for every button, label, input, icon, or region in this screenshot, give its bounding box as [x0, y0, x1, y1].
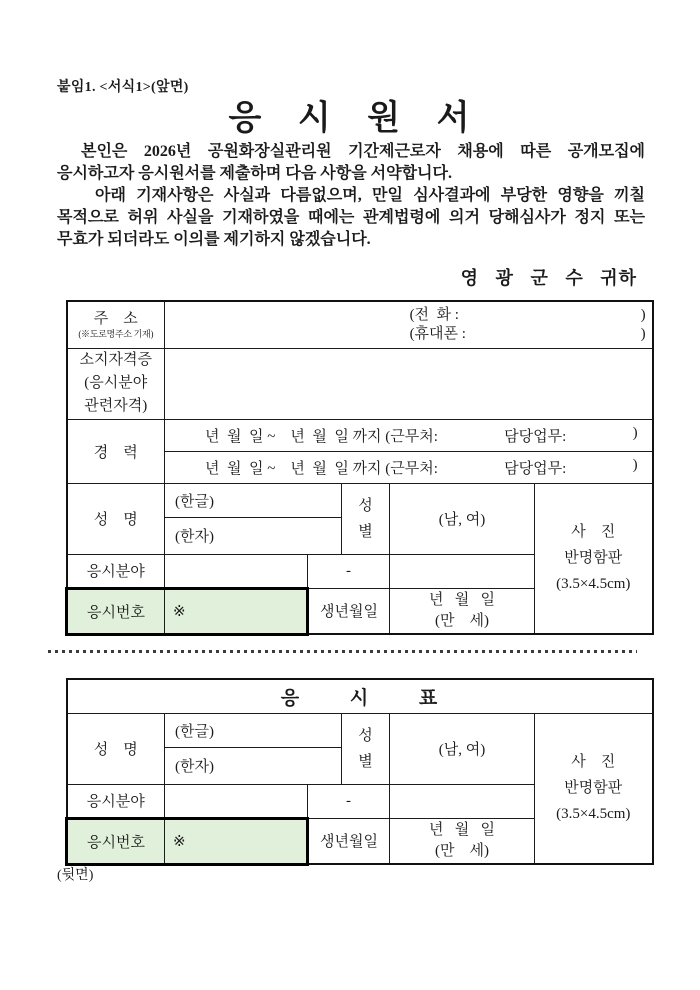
gender-value-cell [390, 483, 535, 554]
gender-char-2: 별 [358, 523, 373, 540]
license-label-line1: 소지자격증 [79, 352, 152, 368]
slip-name-hanja-cell [165, 747, 342, 784]
slip-number-label-cell [67, 818, 165, 864]
slip-category-dash-cell [308, 784, 390, 818]
oath-paragraph-2: 아래 기재사항은 사실과 다름없으며, 만일 심사결과에 부당한 영향을 끼칠 목적으로 허위 사실을 기재하였을 때에는 관계법령에 의거 당해심사가 정지 또는 무효가 되더라도 이의를 제기하지 않겠습니다. [57, 187, 645, 248]
number-mark: ※ [173, 603, 186, 620]
slip-number-mark: ※ [173, 833, 186, 850]
mobile-row [410, 325, 646, 344]
slip-number-input-cell [165, 818, 308, 864]
license-label-cell [67, 348, 165, 419]
name-hanja-label: (한자) [175, 529, 214, 545]
career-line-2 [165, 457, 652, 478]
slip-category-input-cell [165, 784, 308, 818]
form-title: 응 시 원 서 [228, 100, 472, 137]
slip-name-label: 성 명 [93, 742, 138, 758]
slip-number-label: 응시번호 [87, 834, 145, 851]
career-line-1 [165, 425, 652, 446]
exam-slip-title-cell [67, 679, 653, 713]
slip-photo-box-cell [535, 713, 653, 864]
birth-label-cell [308, 588, 390, 634]
birth-line-2: (만 세) [435, 612, 489, 629]
slip-birth-label-cell [308, 818, 390, 864]
category-dash-cell [308, 554, 390, 588]
cut-line [48, 650, 637, 653]
oath-paragraph-1: 본인은 2026년 공원화장실관리원 기간제근로자 채용에 따른 공개모집에 응시하고자 응시원서를 제출하며 다음 사항을 서약합니다. [57, 143, 645, 182]
career-close-paren: ) [632, 424, 638, 441]
photo-line-1: 사 진 [571, 524, 616, 541]
phone-label: (전 화 : [409, 306, 459, 323]
birth-label: 생년월일 [320, 604, 378, 621]
slip-name-hangul-cell [165, 713, 342, 747]
mobile-close-paren: ) [640, 325, 646, 342]
career-period-text: 년 월 일 ~ 년 월 일 까지 (근무처: [205, 460, 438, 477]
license-label-line3: 관련자격) [84, 398, 148, 414]
career-close-paren: ) [632, 456, 638, 473]
slip-gender-char-2: 별 [358, 753, 373, 770]
name-hanja-cell [165, 517, 342, 554]
phone-block [410, 306, 646, 344]
number-label-cell [67, 588, 165, 634]
phone-close-paren: ) [640, 306, 646, 323]
gender-value: (남, 여) [438, 512, 486, 528]
career-duty-label: 담당업무: [504, 428, 567, 445]
name-label: 성 명 [93, 512, 138, 528]
category-dash: - [346, 562, 351, 579]
career-row-1-cell [165, 419, 653, 451]
number-input-cell [165, 588, 308, 634]
phone-row [410, 306, 646, 325]
career-period-text: 년 월 일 ~ 년 월 일 까지 (근무처: [205, 428, 438, 445]
mobile-label: (휴대폰 : [409, 325, 466, 342]
license-label-line2: (응시분야 [84, 375, 148, 391]
slip-category-dash: - [346, 792, 351, 809]
license-input-cell [165, 348, 653, 419]
address-note: (※도로명주소 기재) [78, 328, 154, 339]
slip-birth-line-1: 년 월 일 [429, 821, 495, 838]
slip-category-label-cell [67, 784, 165, 818]
gender-char-1: 성 [358, 497, 373, 514]
recipient-line: 영 광 군 수 귀하 [460, 268, 637, 288]
slip-photo-line-1: 사 진 [571, 754, 616, 771]
category-input-cell-2 [390, 554, 535, 588]
slip-name-label-cell [67, 713, 165, 784]
category-label: 응시분야 [86, 564, 145, 580]
slip-birth-value-cell [390, 818, 535, 864]
back-side-label: (뒷면) [57, 868, 94, 883]
name-label-cell [67, 483, 165, 554]
number-label: 응시번호 [87, 604, 145, 621]
photo-box-cell [535, 483, 653, 634]
career-label: 경 력 [93, 444, 138, 461]
slip-gender-char-1: 성 [358, 727, 373, 744]
career-row-2-cell [165, 451, 653, 483]
photo-line-3: (3.5×4.5cm) [556, 576, 631, 593]
address-label: 주 소 [93, 310, 138, 327]
category-input-cell [165, 554, 308, 588]
category-label-cell [67, 554, 165, 588]
career-label-cell [67, 419, 165, 483]
slip-photo-line-3: (3.5×4.5cm) [556, 806, 631, 823]
name-hangul-label: (한글) [175, 493, 214, 510]
address-label-cell [67, 301, 165, 348]
birth-value-cell [390, 588, 535, 634]
career-duty-label: 담당업무: [504, 460, 567, 477]
slip-birth-line-2: (만 세) [435, 842, 489, 859]
photo-line-2: 반명함판 [564, 550, 623, 567]
slip-gender-label-cell [342, 713, 390, 784]
application-table [65, 300, 654, 636]
slip-name-hangul-label: (한글) [175, 723, 214, 740]
gender-label-cell [342, 483, 390, 554]
address-input-cell [165, 301, 653, 348]
slip-gender-value-cell [390, 713, 535, 784]
slip-gender-value: (남, 여) [438, 742, 486, 758]
exam-slip-title: 응 시 표 [280, 687, 439, 709]
slip-name-hanja-label: (한자) [175, 759, 214, 775]
slip-category-input-cell-2 [390, 784, 535, 818]
name-hangul-cell [165, 483, 342, 517]
slip-category-label: 응시분야 [86, 794, 145, 810]
attachment-label: 붙임1. <서식1>(앞면) [57, 80, 189, 95]
birth-line-1: 년 월 일 [429, 591, 495, 608]
exam-slip-table [65, 678, 654, 866]
slip-photo-line-2: 반명함판 [564, 780, 623, 797]
slip-birth-label: 생년월일 [320, 834, 378, 851]
oath-section [57, 141, 645, 251]
